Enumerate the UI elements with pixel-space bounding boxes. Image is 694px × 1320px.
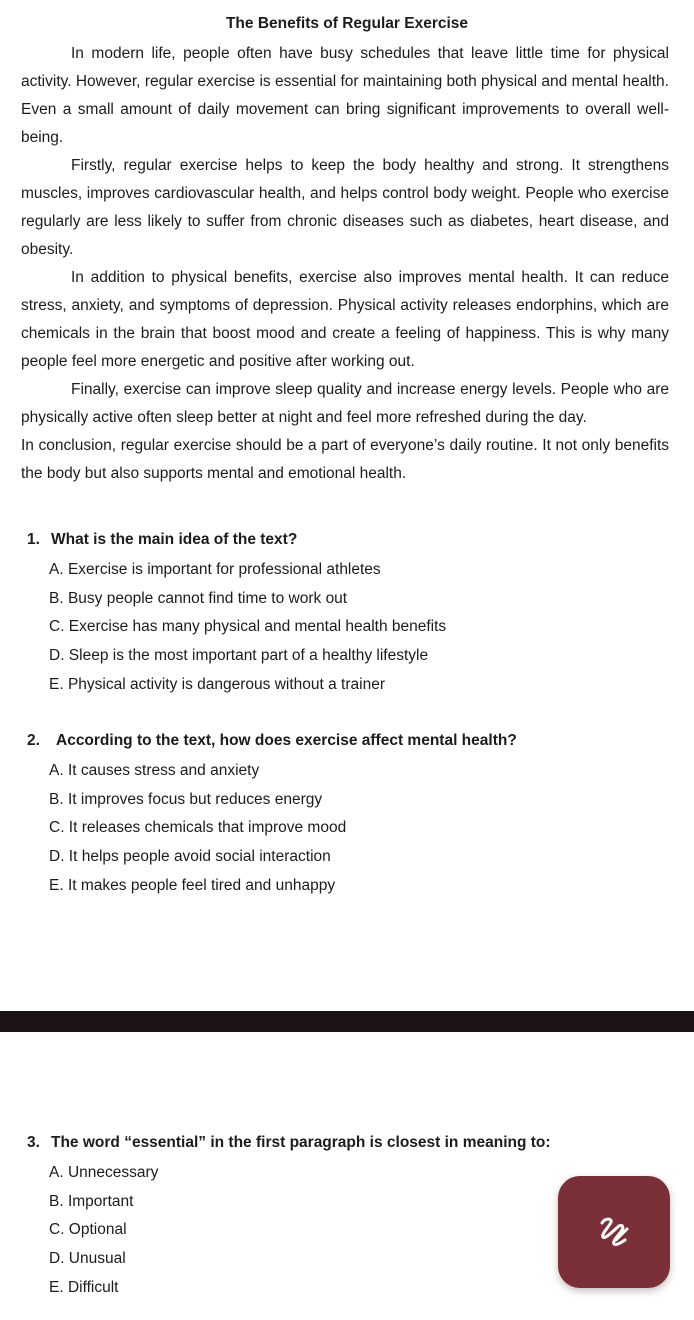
question-1 xyxy=(27,528,446,700)
question-stem xyxy=(27,729,517,753)
answer-option-c[interactable]: C. It releases chemicals that improve mood xyxy=(49,819,347,837)
question-stem xyxy=(27,1131,551,1155)
answer-option-b[interactable]: B. Busy people cannot find time to work out xyxy=(49,589,348,607)
question-stem xyxy=(27,528,446,552)
answer-option-e[interactable]: E. It makes people feel tired and unhappy xyxy=(49,876,336,894)
answer-option-a[interactable]: A. It causes stress and anxiety xyxy=(49,762,260,779)
answer-options xyxy=(27,757,517,901)
answer-options xyxy=(27,556,446,700)
question-text: What is the main idea of the text? xyxy=(51,531,298,548)
answer-option-e[interactable]: E. Physical activity is dangerous without a trainer xyxy=(49,675,385,693)
question-text: According to the text, how does exercise affect mental health? xyxy=(56,732,517,749)
page-divider-bar xyxy=(0,1011,694,1032)
article-body xyxy=(21,40,669,488)
article-paragraph: Finally, exercise can improve sleep quality and increase energy levels. People who are physically active often sleep better at night and feel more refreshed during the day. xyxy=(21,381,669,426)
answer-option-d[interactable]: D. Sleep is the most important part of a healthy lifestyle xyxy=(49,647,429,665)
question-text: The word “essential” in the first paragraph is closest in meaning to: xyxy=(51,1134,551,1151)
answer-option-c[interactable]: C. Optional xyxy=(49,1221,127,1239)
answer-option-c[interactable]: C. Exercise has many physical and mental health benefits xyxy=(49,618,447,636)
answer-options xyxy=(27,1159,551,1303)
question-2 xyxy=(27,729,517,901)
answer-option-b[interactable]: B. It improves focus but reduces energy xyxy=(49,790,323,808)
annotate-fab-button[interactable] xyxy=(558,1176,670,1288)
question-3 xyxy=(27,1131,551,1303)
answer-option-b[interactable]: B. Important xyxy=(49,1192,134,1210)
answer-option-a[interactable]: A. Exercise is important for professional athletes xyxy=(49,561,381,578)
pencil-scribble-icon xyxy=(592,1210,636,1254)
article-title: The Benefits of Regular Exercise xyxy=(225,15,469,32)
article-paragraph: Firstly, regular exercise helps to keep the body healthy and strong. It strengthens muscles, improves cardiovascular health, and helps control body weight. People who exercise regularly are less likely to suffer from chronic diseases such as diabetes, heart disease, and obesity. xyxy=(21,157,669,258)
answer-option-a[interactable]: A. Unnecessary xyxy=(49,1164,159,1181)
answer-option-d[interactable]: D. Unusual xyxy=(49,1250,126,1268)
article-paragraph-conclusion: In conclusion, regular exercise should be a part of everyone’s daily routine. It not only benefits the body but also supports mental and emotional health. xyxy=(21,437,669,482)
question-number: 1. xyxy=(27,531,40,548)
question-number: 3. xyxy=(27,1134,40,1151)
article-paragraph: In modern life, people often have busy schedules that leave little time for physical activity. However, regular exercise is essential for maintaining both physical and mental health. Even a small amount of daily movement can bring significant improvements to overall well-being. xyxy=(21,45,669,146)
answer-option-e[interactable]: E. Difficult xyxy=(49,1278,119,1296)
article-paragraph: In addition to physical benefits, exercise also improves mental health. It can reduce stress, anxiety, and symptoms of depression. Physical activity releases endorphins, which are chemicals in the brain that boost mood and create a feeling of happiness. This is why many people feel more energetic and positive after working out. xyxy=(21,269,669,370)
question-number: 2. xyxy=(27,732,40,749)
answer-option-d[interactable]: D. It helps people avoid social interaction xyxy=(49,848,331,866)
